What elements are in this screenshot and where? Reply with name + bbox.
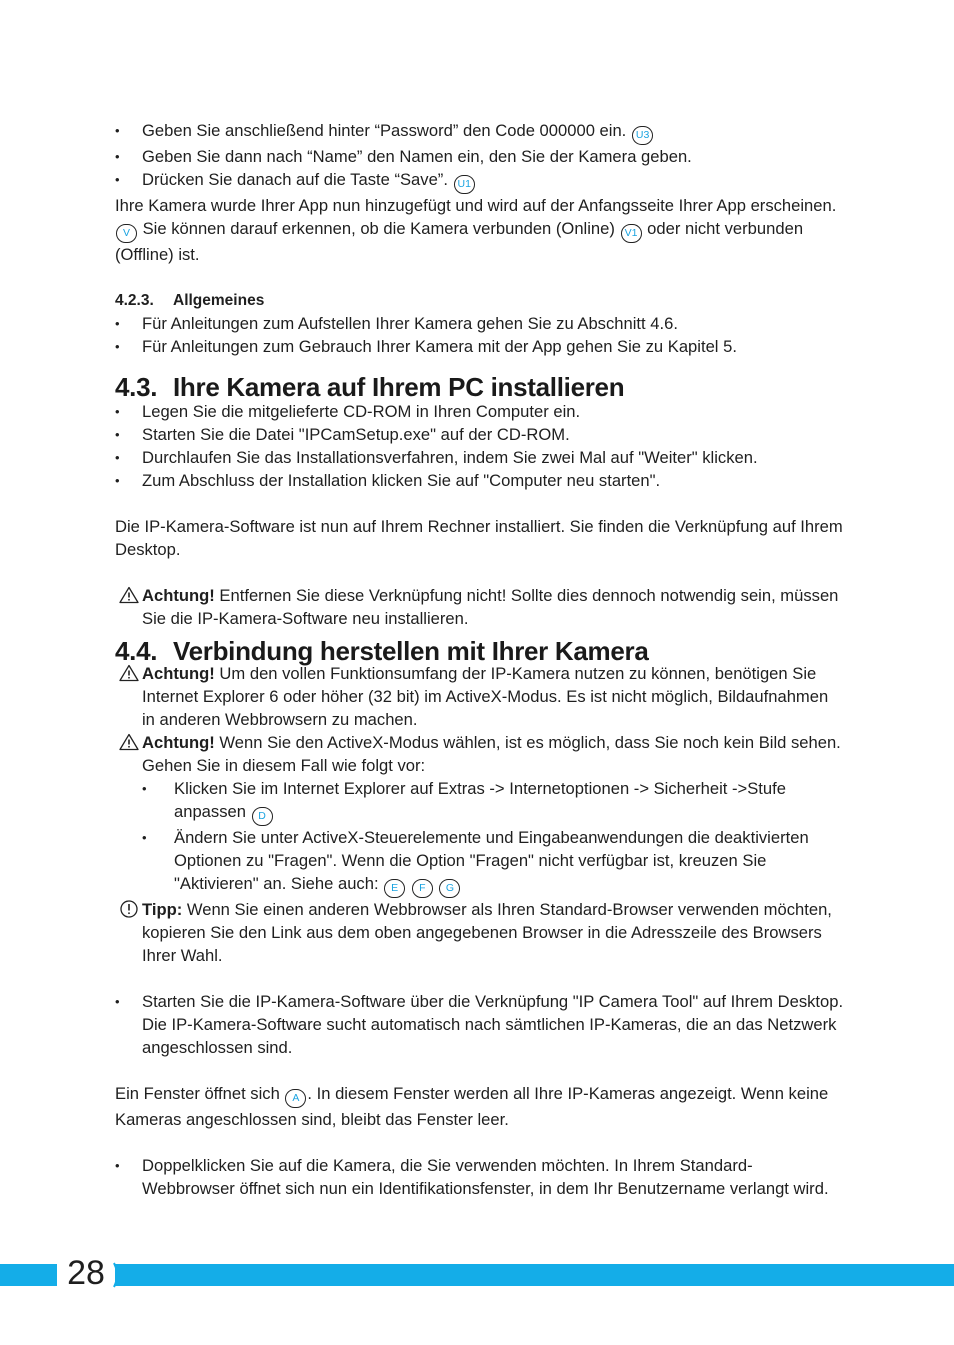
list-item: • Durchlaufen Sie das Installationsverfahren, indem Sie zwei Mal auf "Weiter" klicken. [115, 446, 845, 469]
footer-bar [0, 1264, 954, 1286]
screen-ref-badge: U3 [632, 126, 653, 145]
general-list [115, 312, 845, 358]
screen-ref-badge: U1 [454, 175, 475, 194]
screen-ref-badge: D [252, 807, 273, 826]
list-item: • Klicken Sie im Internet Explorer auf Extras -> Internetoptionen -> Sicherheit ->Stufe anpassen D [142, 777, 845, 826]
page-number-bracket-right [113, 1262, 121, 1288]
install-steps-list [115, 400, 845, 492]
install-complete-paragraph: Die IP-Kamera-Software ist nun auf Ihrem Rechner installiert. Sie finden die Verknüpfung auf Ihrem Desktop. [115, 517, 843, 559]
warning-note: Achtung! Wenn Sie den ActiveX-Modus wählen, ist es möglich, dass Sie noch kein Bild sehen. Gehen Sie in diesem Fall wie folgt vor: • Klicken Sie im Internet Explorer auf Extras -> Internetoptionen -> Sicherheit ->Stufe anpassen D • Ändern Sie unter ActiveX-Steuerelemente und Eingabeanwendungen die deaktivierten Optionen zu "Fragen". Wenn die Option "Fragen" nicht verfügbar ist, kreuzen Sie "Aktivieren" an. Siehe auch: E F G [115, 731, 845, 898]
camera-select-list [115, 1154, 845, 1200]
section-heading-4-2-3: 4.2.3. Allgemeines [115, 292, 265, 309]
list-item: • Doppelklicken Sie auf die Kamera, die Sie verwenden möchten. In Ihrem Standard-Webbrowser öffnet sich nun ein Identifikationsfenster, in dem Ihr Benutzername verlangt wird. [115, 1154, 845, 1200]
software-start-list [115, 990, 845, 1059]
screen-ref-badge: G [439, 879, 460, 898]
list-item: • Drücken Sie danach auf die Taste “Save”. U1 [115, 168, 845, 194]
warning-triangle-icon [119, 664, 139, 682]
tip-note: Tipp: Wenn Sie einen anderen Webbrowser als Ihren Standard-Browser verwenden möchten, kopieren Sie den Link aus dem oben angegebenen Browser in die Adresszeile des Browsers Ihrer Wahl. [115, 898, 845, 967]
page-number: 28 [57, 1253, 115, 1293]
screen-ref-badge: A [285, 1089, 306, 1108]
screen-ref-badge: V1 [621, 224, 642, 243]
camera-added-paragraph: Ihre Kamera wurde Ihrer App nun hinzugefügt und wird auf der Anfangsseite Ihrer App erscheinen. V Sie können darauf erkennen, ob die Kamera verbunden (Online) V1 oder nicht verbunden (Offline) ist. [115, 196, 837, 264]
section-heading-4-4: 4.4. Verbindung herstellen mit Ihrer Kamera [115, 636, 649, 666]
warning-note: Achtung! Entfernen Sie diese Verknüpfung nicht! Sollte dies dennoch notwendig sein, müssen Sie die IP-Kamera-Software neu installieren. [115, 584, 845, 630]
list-item: • Legen Sie die mitgelieferte CD-ROM in Ihren Computer ein. [115, 400, 845, 423]
list-item: • Starten Sie die Datei "IPCamSetup.exe" auf der CD-ROM. [115, 423, 845, 446]
page-content [115, 119, 845, 1200]
list-item: • Geben Sie anschließend hinter “Password” den Code 000000 ein. U3 [115, 119, 845, 145]
warning-triangle-icon [119, 586, 139, 604]
screen-ref-badge: F [412, 879, 433, 898]
section-heading-4-3: 4.3. Ihre Kamera auf Ihrem PC installieren [115, 372, 625, 402]
list-item: • Ändern Sie unter ActiveX-Steuerelemente und Eingabeanwendungen die deaktivierten Optionen zu "Fragen". Wenn die Option "Fragen" nicht verfügbar ist, kreuzen Sie "Aktivieren" an. Siehe auch: E F G [142, 826, 845, 898]
list-item: • Geben Sie dann nach “Name” den Namen ein, den Sie der Kamera geben. [115, 145, 845, 168]
warning-triangle-icon [119, 733, 139, 751]
warning-note: Achtung! Um den vollen Funktionsumfang der IP-Kamera nutzen zu können, benötigen Sie Internet Explorer 6 oder höher (32 bit) im ActiveX-Modus. Es ist nicht möglich, Bildaufnahmen in anderen Webbrowsern zu machen. [115, 662, 845, 731]
screen-ref-badge: V [116, 224, 137, 243]
list-item: • Zum Abschluss der Installation klicken Sie auf "Computer neu starten". [115, 469, 845, 492]
screen-ref-badge: E [384, 879, 405, 898]
password-steps-list [115, 119, 845, 194]
list-item: • Starten Sie die IP-Kamera-Software über die Verknüpfung "IP Camera Tool" auf Ihrem Desktop. Die IP-Kamera-Software sucht automatisch nach sämtlichen IP-Kameras, die an das Netzwerk angeschlossen sind. [115, 990, 845, 1059]
list-item: • Für Anleitungen zum Aufstellen Ihrer Kamera gehen Sie zu Abschnitt 4.6. [115, 312, 845, 335]
activex-steps-list [142, 777, 845, 898]
list-item: • Für Anleitungen zum Gebrauch Ihrer Kamera mit der App gehen Sie zu Kapitel 5. [115, 335, 845, 358]
exclamation-circle-icon [119, 900, 139, 918]
window-opens-paragraph: Ein Fenster öffnet sich A . In diesem Fenster werden all Ihre IP-Kameras angezeigt. Wenn keine Kameras angeschlossen sind, bleibt das Fenster leer. [115, 1084, 829, 1129]
